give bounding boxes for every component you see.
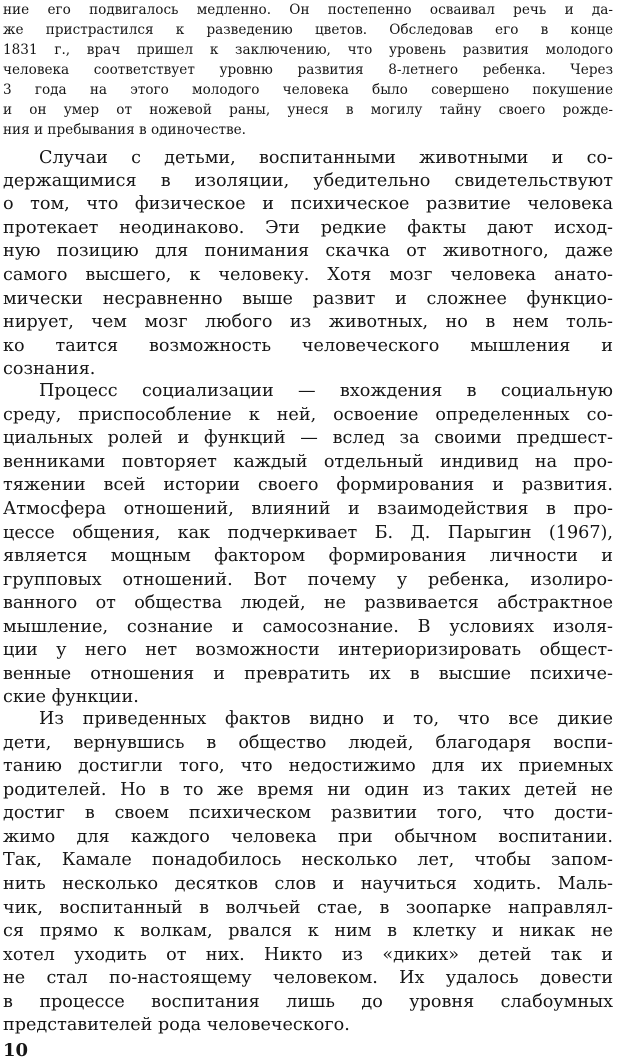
- paragraph-line: сознания.: [3, 359, 96, 379]
- paragraph-line: ко таится возможность человеческого мышления и: [3, 336, 613, 356]
- paragraph-line: нирует, чем мозг любого из животных, но в нем толь-: [3, 312, 613, 332]
- paragraph-line: венные отношения и превратить их в высшие психиче-: [3, 664, 613, 684]
- paragraph-line: мически несравненно выше развит и сложнее функцио-: [3, 289, 613, 309]
- paragraph-line: самого высшего, к человеку. Хотя мозг человека анато-: [3, 265, 613, 285]
- paragraph-line: групповых отношений. Вот почему у ребенка, изолиро-: [3, 570, 613, 590]
- paragraph-line: представителей рода человеческого.: [3, 1015, 350, 1035]
- paragraph-line: не стал по-настоящему человеком. Их удалось довести: [3, 968, 613, 988]
- paragraph-line: ную позицию для понимания скачка от животного, даже: [3, 241, 613, 261]
- paragraph-line: нить несколько десятков слов и научиться ходить. Маль-: [3, 874, 613, 894]
- paragraph-line: ские функции.: [3, 687, 139, 707]
- page-number: 10: [3, 1040, 29, 1061]
- paragraph-line: цессе общения, как подчеркивает Б. Д. Парыгин (1967),: [3, 523, 613, 543]
- paragraph-line: протекает неодинаково. Эти редкие факты дают исход-: [3, 218, 613, 238]
- footnote-line: же пристрастился к разведению цветов. Обследовав его в конце: [3, 22, 613, 38]
- paragraph-line: циальных ролей и функций — вслед за своими предшест-: [3, 428, 613, 448]
- paragraph-line: является мощным фактором формирования личности и: [3, 546, 613, 566]
- footnote-line: ния и пребывания в одиночестве.: [3, 122, 247, 138]
- paragraph-line: чик, воспитанный в волчьей стае, в зоопарке направлял-: [3, 898, 613, 918]
- paragraph-line: держащимися в изоляции, убедительно свидетельствуют: [3, 171, 613, 191]
- paragraph-line: ванного от общества людей, не развивается абстрактное: [3, 593, 613, 613]
- paragraph-line: Из приведенных фактов видно и то, что все дикие: [39, 709, 613, 729]
- paragraph-line: Атмосфера отношений, влияний и взаимодействия в про-: [3, 499, 613, 519]
- paragraph-line: ся прямо к волкам, рвался к ним в клетку и никак не: [3, 921, 613, 941]
- footnote-line: и он умер от ножевой раны, унеся в могилу тайну своего рожде-: [3, 102, 613, 118]
- paragraph-line: о том, что физическое и психическое развитие человека: [3, 194, 613, 214]
- footnote-line: 1831 г., врач пришел к заключению, что уровень развития молодого: [3, 42, 613, 58]
- paragraph-line: Процесс социализации — вхождения в социальную: [39, 381, 613, 401]
- paragraph-line: среду, приспособление к ней, освоение определенных со-: [3, 405, 613, 425]
- paragraph-line: достиг в своем психическом развитии того, что дости-: [3, 803, 613, 823]
- paragraph-line: венниками повторяет каждый отдельный индивид на про-: [3, 452, 613, 472]
- paragraph-line: ции у него нет возможности интериоризировать общест-: [3, 640, 613, 660]
- paragraph-line: Так, Камале понадобилось несколько лет, чтобы запом-: [3, 850, 613, 870]
- paragraph-line: в процессе воспитания лишь до уровня слабоумных: [3, 992, 613, 1012]
- paragraph-line: родителей. Но в то же время ни один из таких детей не: [3, 780, 613, 800]
- paragraph-line: Случаи с детьми, воспитанными животными и со-: [39, 148, 613, 168]
- footnote-line: ние его подвигалось медленно. Он постепенно осваивал речь и да-: [3, 2, 613, 18]
- paragraph-line: танию достигли того, что недостижимо для их приемных: [3, 756, 613, 776]
- paragraph-line: жимо для каждого человека при обычном воспитании.: [3, 827, 613, 847]
- footnote-line: 3 года на этого молодого человека было совершено покушение: [3, 82, 613, 98]
- paragraph-line: дети, вернувшись в общество людей, благодаря воспи-: [3, 733, 613, 753]
- paragraph-line: хотел уходить от них. Никто из «диких» детей так и: [3, 945, 613, 965]
- paragraph-line: мышление, сознание и самосознание. В условиях изоля-: [3, 617, 613, 637]
- footnote-line: человека соответствует уровню развития 8-летнего ребенка. Через: [3, 62, 613, 78]
- paragraph-line: тяжении всей истории своего формирования и развития.: [3, 475, 613, 495]
